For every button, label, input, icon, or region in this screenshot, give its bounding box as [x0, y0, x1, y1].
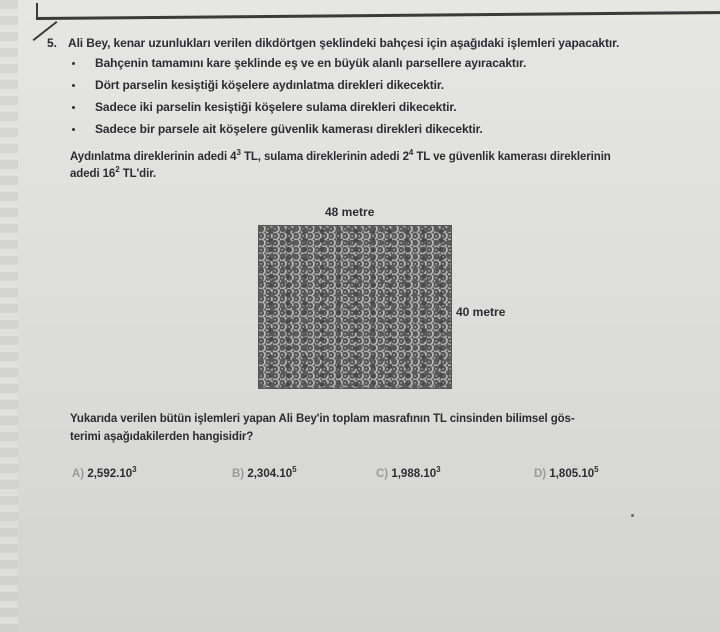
- bullet-dot: [72, 62, 75, 65]
- cost-statement-line1: Aydınlatma direklerinin adedi $4^3$ TL, sulama direklerinin adedi $2^4$ TL ve güvenlik kamerası direklerinin: [70, 148, 611, 163]
- question-prompt-line1: Yukarıda verilen bütün işlemleri yapan Ali Bey'in toplam masrafının TL cinsinden bilimsel gös-: [70, 413, 575, 425]
- question-box-border: [36, 0, 720, 20]
- option-b[interactable]: B) 2,304.10$^5$: [232, 465, 297, 480]
- bullet-dot: [72, 128, 75, 131]
- cost-statement-line2: adedi $16^2$ TL'dir.: [70, 165, 157, 180]
- question-intro: Ali Bey, kenar uzunlukları verilen dikdörtgen şeklindeki bahçesi için aşağıdaki işlemleri yapacaktır.: [68, 36, 620, 50]
- option-a[interactable]: A) 2,592.10$^3$: [72, 465, 137, 480]
- bullet-item: Sadece iki parselin kesiştiği köşelere sulama direkleri dikecektir.: [95, 100, 457, 114]
- garden-rectangle: [258, 225, 452, 389]
- option-c[interactable]: C) 1,988.10$^3$: [376, 465, 441, 480]
- question-number: 5.: [47, 36, 58, 50]
- bullet-item: Sadece bir parsele ait köşelere güvenlik kamerası direkleri dikecektir.: [95, 122, 483, 136]
- bullet-item: Dört parselin kesiştiği köşelere aydınlatma direkleri dikecektir.: [95, 78, 445, 92]
- option-d[interactable]: D) 1,805.10$^5$: [534, 465, 599, 480]
- bullet-item: Bahçenin tamamını kare şeklinde eş ve en büyük alanlı parsellere ayıracaktır.: [95, 56, 527, 70]
- question-prompt-line2: terimi aşağıdakilerden hangisidir?: [70, 431, 254, 443]
- pencil-mark: [631, 514, 634, 517]
- garden-height-label: 40 metre: [456, 305, 506, 319]
- bullet-dot: [72, 106, 75, 109]
- page-binding-edge: [0, 0, 18, 632]
- garden-width-label: 48 metre: [325, 205, 375, 219]
- bullet-dot: [72, 84, 75, 87]
